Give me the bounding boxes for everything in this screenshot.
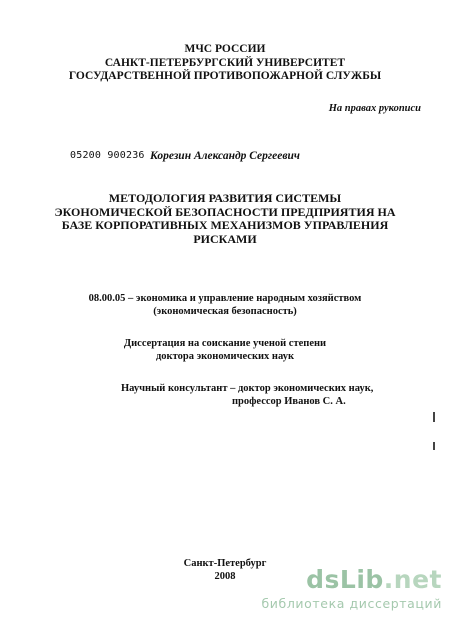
scan-mark <box>433 442 435 450</box>
degree-line: Диссертация на соискание ученой степени <box>123 338 327 349</box>
title-line: ЭКОНОМИЧЕСКОЙ БЕЗОПАСНОСТИ ПРЕДПРИЯТИЯ НА <box>54 204 396 219</box>
scan-mark <box>433 412 435 422</box>
specialty-subfield: (экономическая безопасность) <box>153 305 297 317</box>
city: Санкт-Петербург <box>183 558 267 569</box>
specialty <box>0 293 450 318</box>
brand-main: dsLib <box>306 565 384 594</box>
organization-header <box>0 43 450 84</box>
watermark-tagline: библиотека диссертаций <box>261 596 442 611</box>
university-name: САНКТ-ПЕТЕРБУРГСКИЙ УНИВЕРСИТЕТ <box>104 56 346 69</box>
specialty-code: 08.00.05 – экономика и управление народным хозяйством <box>88 293 362 304</box>
degree-statement <box>0 338 450 363</box>
dslib-watermark-logo <box>252 565 442 615</box>
degree-line: доктора экономических наук <box>155 350 294 362</box>
advisor-title: Научный консультант – доктор экономических наук, <box>121 383 374 394</box>
title-line: МЕТОДОЛОГИЯ РАЗВИТИЯ СИСТЕМЫ <box>108 191 342 205</box>
year: 2008 <box>214 570 236 582</box>
catalog-number: 05200 900236 <box>70 150 145 161</box>
manuscript-note: На правах рукописи <box>328 103 421 114</box>
title-line: РИСКАМИ <box>193 231 257 246</box>
title-line: БАЗЕ КОРПОРАТИВНЫХ МЕХАНИЗМОВ УПРАВЛЕНИЯ <box>61 218 389 232</box>
dissertation-title <box>0 192 450 246</box>
author-name: Корезин Александр Сергеевич <box>150 150 300 162</box>
advisor-name: профессор Иванов С. А. <box>232 396 346 407</box>
ministry-name: МЧС РОССИИ <box>184 43 266 55</box>
brand-tld: .net <box>383 565 442 594</box>
watermark-brand <box>306 565 442 594</box>
service-name: ГОСУДАРСТВЕННОЙ ПРОТИВОПОЖАРНОЙ СЛУЖБЫ <box>68 70 382 82</box>
